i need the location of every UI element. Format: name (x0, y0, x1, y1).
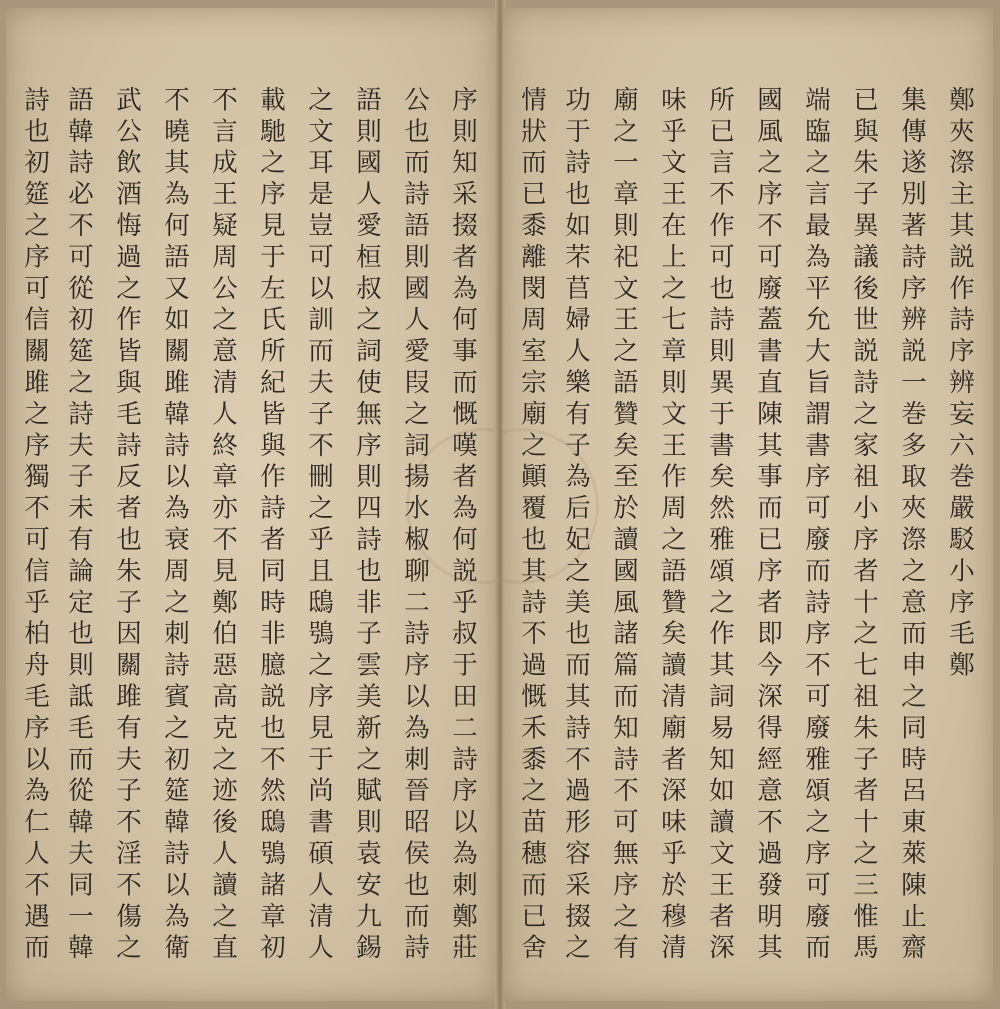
text-column: 情狀而已黍離閔周室宗廟之顚覆也其詩不過慨禾黍之苗穗而已舍 (517, 86, 547, 966)
text-column: 語韓詩必不可從初筵之詩夫子未有論定也則詆毛而從韓夫同一韓 (64, 86, 94, 966)
text-column: 所已言不作可也詩則異于書矣然雅頌之作其詞易知如讀文王者深 (705, 86, 735, 966)
text-column: 廟之一章則祀文王之語贊矣至於讀國風諸篇而知詩不可無序之有 (609, 86, 639, 966)
text-column: 載馳之序見于左氏所紀皆與作詩者同時非臆説也不然鴟鴞諸章初 (256, 86, 286, 966)
right-page (503, 8, 993, 1001)
text-column: 功于詩也如芣苢婦人樂有子為后妃之美也而其詩不過形容采掇之 (561, 86, 591, 966)
text-column: 端臨之言最為平允大旨謂書序可廢而詩序不可廢雅頌之序可廢而 (801, 86, 831, 966)
text-column: 味乎文王在上之七章則文王作周之語贊矣讀清廟者深味乎於穆清 (657, 86, 687, 966)
text-column: 已與朱子異議後世説詩之家祖小序者十之七祖朱子者十之三惟馬 (849, 86, 879, 966)
text-column: 公也而詩語則國人愛叚之詞揚水椒聊二詩序以為刺晉昭侯也而詩 (400, 86, 430, 966)
text-column: 詩也初筵之序可信關雎之序獨不可信乎柏舟毛序以為仁人不遇而 (20, 86, 50, 966)
text-column: 語則國人愛桓叔之詞使無序則四詩也非子雲美新之賦則袁安九錫 (352, 86, 382, 966)
text-column: 集傳遂別著詩序辨説一巻多取夾漈之意而申之同時呂東萊陳止齋 (897, 86, 927, 966)
text-column: 序則知采掇者為何事而慨嘆者為何説乎叔于田二詩序以為刺鄭莊 (448, 86, 478, 966)
text-column: 不言成王疑周公之意清人終章亦不見鄭伯惡高克之迹後人讀之直 (208, 86, 238, 966)
text-column: 武公飲酒悔過之作皆與毛詩反者也朱子因關雎有夫子不淫不傷之 (112, 86, 142, 966)
text-column: 鄭夾漈主其説作詩序辨妄六巻嚴駁小序毛鄭 (945, 86, 975, 683)
text-column: 國風之序不可廢蓋書直陳其事而已序者即今深得經意不過發明其 (753, 86, 783, 966)
text-column: 之文耳是豈可以訓而夫子不刪之乎且鴟鴞之序見于尚書碩人清人 (304, 86, 334, 966)
text-column: 不曉其為何語又如關雎韓詩以為衰周之刺詩賓之初筵韓詩以為衛 (160, 86, 190, 966)
left-page (6, 8, 497, 1001)
